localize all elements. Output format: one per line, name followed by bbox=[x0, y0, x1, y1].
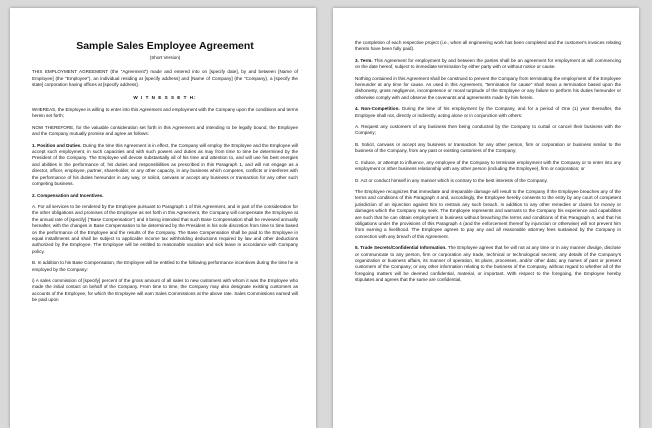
intro-paragraph: THIS EMPLOYMENT AGREEMENT (the "Agreement") made and entered into on [specify date], by and between [Name of Employee] (the "Employee"), an individual residing at [specify address] and [Name of Company] (the "Company), a [specify the state] corporation having offices at [specify address]. bbox=[32, 69, 298, 88]
section-2a-paragraph: A. For all services to be rendered by the Employee pursuant to Paragraph 1 of this Agreement, and in part of the consideration for the other obligations and promises of the Employee as set forth in this Agreement, the Company will compensate the Employee at the annual rate of [specify] ("Base Compensation") and it being intended that such Base Compensation shall be reviewed annually hereafter, with the changes in Base Compensation to be determined by the President in his sole discretion from time to time based on the performance of the Employee and the results of the Company. The Base Compensation shall be paid to the Employee in equal installments and shall be subject to applicable income tax withholding deductions required by law and other deductions authorized by the Employee. The Employee will be entitled to reasonable vacation and sick leave in accordance with Company policy. bbox=[32, 203, 298, 254]
recognizes-paragraph: The Employee recognizes that immediate and irreparable damage will result to the Company if the Employee breaches any of the terms and conditions of this Paragraph 4 and, accordingly, the Employee hereby consents to the entry by any court of competent jurisdiction of an injunction against him to restrain any such breach, in addition to any other remedies or claims for money or damages which the Company may seek. The Employee represents and warrants to the Company his experience and capabilities are such that he can obtain employment in business without breaching the terms and conditions of this Paragraph 4, and that his obligations under the provisions of this Paragraph 4 (and the enforcement thereof by injunction or otherwise) will not prevent him from earning a livelihood. The Employee agrees to pay any and all reasonable attorney fees sustained by the Company in connection with any breach of this Agreement. bbox=[355, 188, 621, 239]
section-4c-paragraph: C. Induce, or attempt to influence, any employee of the Company to terminate employment with the Company or to enter into any employment or other business relationship with any other person (including the Employee), firm or corporation; or bbox=[355, 159, 621, 172]
section-1-heading: 1. Position and Duties. bbox=[32, 142, 82, 148]
witnesseth-heading: W I T N E S S E T H: bbox=[133, 94, 197, 100]
now-therefore-paragraph: NOW THEREFORE, for the valuable consideration set forth in this Agreement and intending to be legally bound, the Employee and the Company mutually promise and agree as follows: bbox=[32, 124, 298, 137]
section-1-paragraph bbox=[32, 143, 298, 188]
whereas-paragraph: WHEREAS, the Employee is willing to enter into this Agreement and employment with the Company upon the conditions and terms herein set forth; bbox=[32, 107, 298, 119]
continued-paragraph: the completion of each respective project (i.e., when all engineering work has been completed and the customer's invoices relating thereto have been fully paid). bbox=[355, 40, 621, 52]
section-4-heading: 4. Non-Competition. bbox=[355, 106, 400, 112]
section-2b-paragraph: B. In addition to his Base Compensation, the Employee will be entitled to the following performance incentives during the time he is employed by the Company: bbox=[32, 260, 298, 272]
section-3-text: This Agreement for employment by and between the parties shall be an agreement for employment at will commencing on the date hereof, subject to immediate termination by either party with or without notice or cause. bbox=[355, 57, 621, 70]
section-2i-paragraph: i) A sales commission of [specify] percent of the gross amount of all sales to new customers with whom it was the Employee who made the initial contact on behalf of the Company. From time to time, the Company may also designate existing customers as accounts of the Employee, for which the Employee will earn Sales Commissions at the above rate. Sales Commissions earned will be paid upon bbox=[32, 277, 298, 303]
section-5-text: The Employee agrees that he will not at any time or in any manner divulge, disclose or communicate to any person, firm or corporation any trade, technical or technological secrets; any details of the Company's organization or business affairs, its manner of operation, its plans, processes, and/or other data; any names of past or present customers of the Company; or any other information relating to the business of the Company, without regard to whether all of the foregoing matters will be deemed confidential, material, or important. With respect to the foregoing, the Employee hereby stipulates and agrees that the same are confidential, bbox=[355, 245, 621, 283]
section-5-heading: 5. Trade Secrets/Confidential Information. bbox=[355, 245, 447, 251]
section-5-paragraph bbox=[355, 245, 621, 283]
document-page-left bbox=[10, 8, 316, 428]
document-page-right bbox=[333, 8, 639, 428]
section-1-text: During the time this Agreement is in effect, the Company will employ the Employee and the Employee will accept such employment, in such capacities and with such powers and duties as may from time to time be determined by the President of the Company. The Employee will devote substantially all of his time and attention to, and will use his best energies and abilities in the performance of, his duties and responsibilities as prescribed in this Paragraph 1, and will not engage as a director, officer, employee, partner, shareholder, or any other capacity, in any business which competes, conflicts or interferes with the performance of his duties hereunder in any way, or solicit, canvass or accept any business or transaction for any other such competing business. bbox=[32, 142, 299, 187]
section-4-paragraph bbox=[355, 106, 621, 119]
section-4a-paragraph: A. Request any customers of any business then being conducted by the Company to curtail or cancel their business with the Company; bbox=[355, 124, 621, 136]
document-title: Sample Sales Employee Agreement bbox=[76, 40, 254, 52]
section-4d-paragraph: D. Act or conduct himself in any manner which is contrary to the best interests of the Company. bbox=[355, 177, 548, 183]
section-4-text: During the time of his employment by the Company, and for a period of One (1) year thereafter, the Employee shall not, directly or indirectly, acting alone or in conjunction with others: bbox=[355, 106, 622, 118]
termination-paragraph: Nothing contained in this Agreement shall be construed to prevent the Company from terminating the employment of the Employee hereunder at any time for cause. As used in this Agreement, "termination for cause" shall mean a termination based upon the dishonesty, gross negligence, incompetence or moral turpitude of the Employee or any failure to perform his duties hereunder or otherwise comply with and observe the covenants and agreements made by him herein. bbox=[355, 75, 621, 100]
section-2-heading: 2. Compensation and Incentives. bbox=[32, 192, 104, 198]
section-4b-paragraph: B. Solicit, canvass or accept any business or transaction for any other person, firm or corporation or business similar to the business of the Company, from any past or existing customers of the Company; bbox=[355, 141, 621, 154]
section-3-heading: 3. Term. bbox=[355, 57, 373, 63]
section-3-paragraph bbox=[355, 58, 621, 71]
document-subtitle: (Short Version) bbox=[149, 55, 181, 60]
